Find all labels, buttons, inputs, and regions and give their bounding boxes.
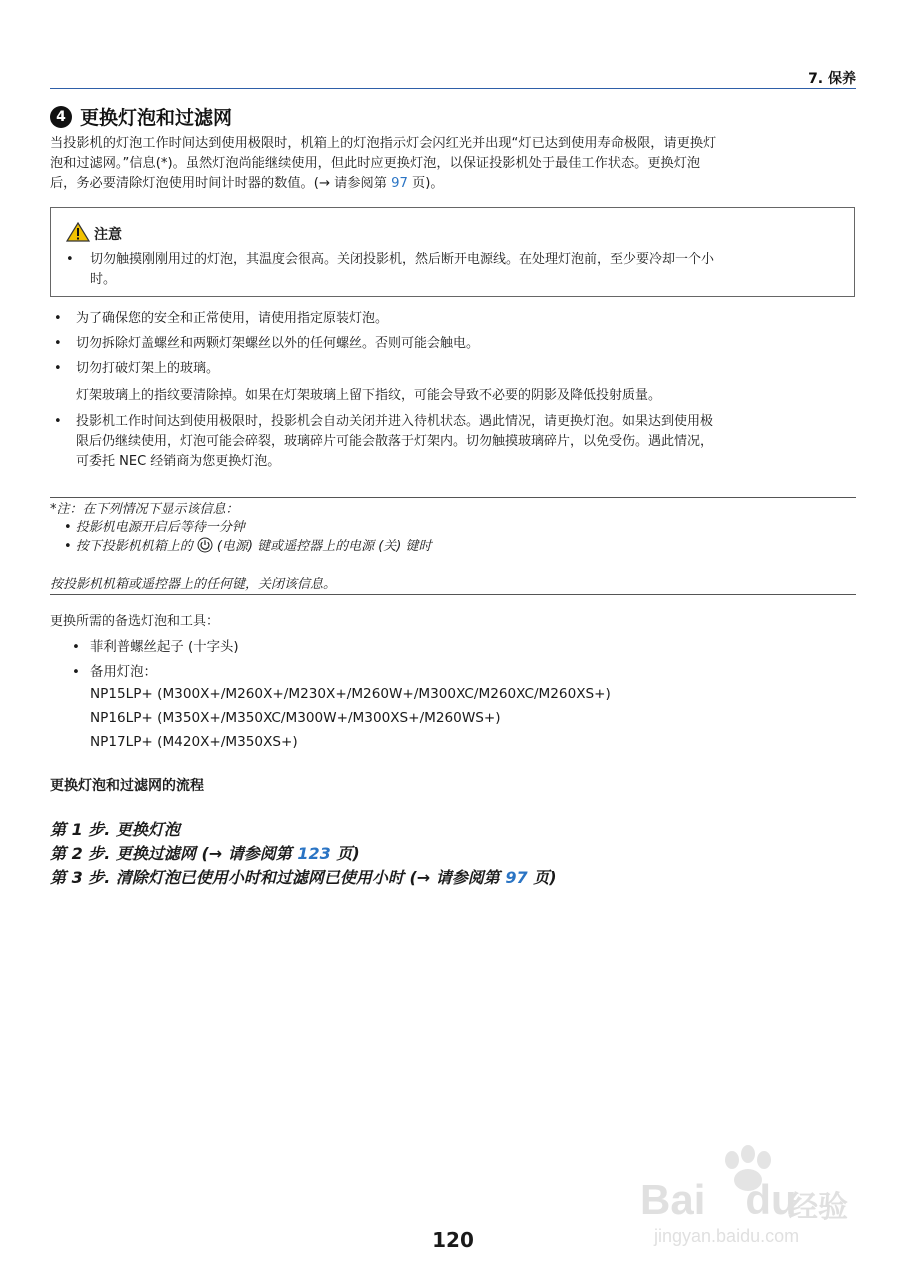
note-item-1: • 投影机电源开启后等待一分钟 (64, 520, 245, 535)
note-heading: *注：在下列情况下显示该信息： (50, 502, 239, 517)
lamp-model-1: NP15LP+ (M300X+/M260X+/M230X+/M260W+/M300XC/M260XC/M260XS+) (90, 686, 611, 702)
lamp-model-2: NP16LP+ (M350X+/M350XC/M300W+/M300XS+/M260WS+) (90, 710, 501, 726)
tools-item-2-text: 备用灯泡： (90, 665, 157, 680)
intro-line-2: 泡和过滤网。”信息(*)。虽然灯泡尚能继续使用，但此时应更换灯泡，以保证投影机处于最佳工作状态。更换灯泡 (50, 156, 701, 171)
step-2-text: 第 2 步. 更换过滤网 (→ 请参阅第 (50, 844, 298, 863)
page-link-97[interactable]: 97 (391, 176, 408, 191)
list-item-text: 切勿打破灯架上的玻璃。 (76, 361, 220, 376)
bullet-dot: • (72, 640, 80, 655)
note-item-2 (64, 537, 432, 560)
note-item-2-text: • 按下投影机机箱上的 (64, 539, 193, 554)
list-item (54, 334, 480, 354)
tools-intro: 更换所需的备选灯泡和工具： (50, 614, 220, 629)
page-number: 120 (432, 1228, 474, 1252)
power-icon (197, 537, 213, 560)
step-2 (50, 841, 360, 864)
tools-item-2 (72, 661, 157, 684)
note-footer: 按投影机机箱或遥控器上的任何键，关闭该信息。 (50, 577, 337, 592)
step-1: 第 1 步. 更换灯泡 (50, 820, 180, 839)
list-item-text: 投影机工作时间达到使用极限时，投影机会自动关闭并进入待机状态。遇此情况，请更换灯泡。如果达到使用极 (76, 414, 714, 429)
note-top-rule (50, 497, 856, 498)
step-2-end: 页) (330, 844, 360, 863)
list-item-subtext: 灯架玻璃上的指纹要清除掉。如果在灯架玻璃上留下指纹，可能会导致不必要的阴影及降低投射质量。 (76, 388, 662, 403)
step-3-text: 第 3 步. 清除灯泡已使用小时和过滤网已使用小时 (→ 请参阅第 (50, 868, 506, 887)
tools-item-1-text: 菲利普螺丝起子 (十字头) (90, 640, 239, 655)
section-number-badge: 4 (50, 106, 72, 128)
intro-line-1: 当投影机的灯泡工作时间达到使用极限时，机箱上的灯泡指示灯会闪红光并出现“灯已达到使用寿命极限，请更换灯 (50, 136, 717, 151)
list-item (54, 309, 389, 329)
watermark-brand-1: Bai (640, 1176, 706, 1223)
caution-title (66, 222, 122, 246)
list-item-text: 限后仍继续使用，灯泡可能会碎裂，玻璃碎片可能会散落于灯架内。切勿触摸玻璃碎片，以免受伤。遇此情况， (76, 434, 714, 449)
caution-item (66, 250, 842, 290)
list-item-text: 切勿拆除灯盖螺丝和两颗灯架螺丝以外的任何螺丝。否则可能会触电。 (76, 336, 480, 351)
lamp-model-3: NP17LP+ (M420X+/M350XS+) (90, 734, 298, 750)
watermark-url: jingyan.baidu.com (654, 1226, 800, 1246)
list-item-text: 为了确保您的安全和正常使用，请使用指定原装灯泡。 (76, 311, 389, 326)
caution-line-2: 时。 (90, 272, 117, 287)
bullet-dot: • (54, 311, 62, 326)
caution-label: 注意 (94, 227, 122, 243)
note-item-2-end: (电源) 键或遥控器上的电源 (关) 键时 (216, 539, 432, 554)
list-item-text: 可委托 NEC 经销商为您更换灯泡。 (76, 454, 281, 469)
intro-line-3-text: 后，务必要清除灯泡使用时间计时器的数值。(→ 请参阅第 (50, 176, 392, 191)
step-3 (50, 865, 557, 888)
list-item (54, 412, 714, 472)
caution-line-1: 切勿触摸刚刚用过的灯泡，其温度会很高。关闭投影机，然后断开电源线。在处理灯泡前，至少要冷却一个小 (90, 252, 715, 267)
section-title-text: 更换灯泡和过滤网 (80, 107, 233, 129)
bullet-dot: • (72, 665, 80, 680)
intro-line-3-end: 页)。 (407, 176, 444, 191)
watermark-cn: 经验 (788, 1190, 848, 1225)
warning-icon (66, 222, 90, 246)
flow-heading: 更换灯泡和过滤网的流程 (50, 778, 204, 794)
intro-line-3 (50, 174, 856, 194)
bullet-dot: • (54, 336, 62, 351)
list-item (54, 359, 220, 379)
bullet-dot: • (54, 361, 62, 376)
step-3-end: 页) (527, 868, 557, 887)
section-title (50, 103, 232, 130)
chapter-label: 7. 保养 (808, 71, 856, 87)
bullet-dot: • (66, 252, 74, 267)
note-bottom-rule (50, 594, 856, 595)
watermark-brand-2: du (745, 1176, 797, 1223)
header-rule (50, 88, 856, 89)
page-link-123[interactable]: 123 (297, 844, 331, 863)
watermark-brand (640, 1176, 797, 1224)
tools-item-1 (72, 636, 239, 659)
page-link-97-step3[interactable]: 97 (505, 868, 528, 887)
bullet-dot: • (54, 414, 62, 429)
